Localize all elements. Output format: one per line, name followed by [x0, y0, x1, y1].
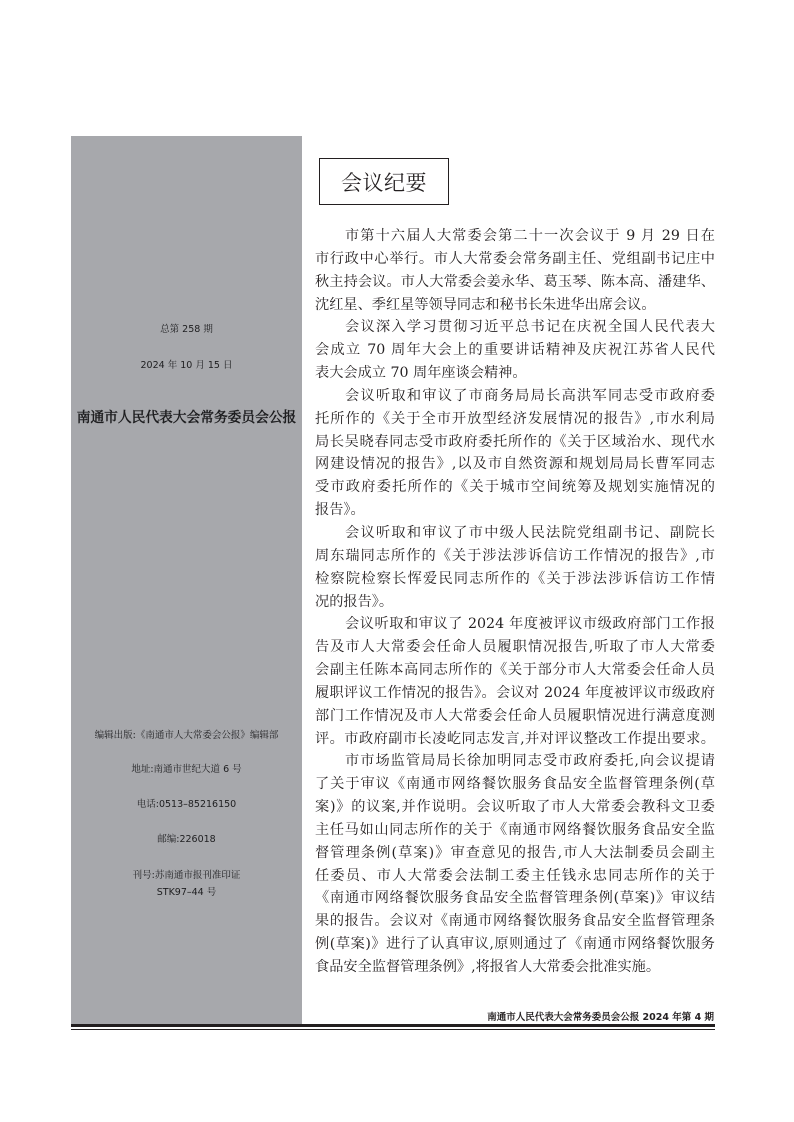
article-body — [315, 225, 715, 979]
article-line: 检察院检察长恽爱民同志所作的《关于涉法涉诉信访工作情 — [315, 570, 715, 587]
article-line: 主任马如山同志所作的关于《南通市网络餐饮服务食品安全监 — [315, 821, 715, 838]
postcode-info: 邮编:226018 — [157, 834, 216, 845]
article-line: 网建设情况的报告》,以及市自然资源和规划局局长曹军同志 — [315, 456, 715, 473]
article-line: 告及市人大常委会任命人员履职情况报告,听取了市人大常委 — [315, 639, 715, 656]
article-line: 会议听取和审议了市中级人民法院党组副书记、副院长 — [345, 524, 715, 541]
article-line: 会成立 70 周年大会上的重要讲话精神及庆祝江苏省人民代 — [315, 342, 715, 359]
publication-title: 南通市人民代表大会常务委员会公报 — [76, 410, 297, 426]
article-line: 部门工作情况及市人大常委会任命人员履职情况进行满意度测 — [315, 707, 715, 724]
article-line: 市行政中心举行。市人大常委会常务副主任、党组副书记庄中 — [315, 250, 715, 267]
article-line: 况的报告》。 — [315, 593, 394, 610]
license-info-line1: 刊号:苏南通市报刊准印证 — [132, 870, 241, 881]
sidebar-panel — [71, 136, 302, 1024]
article-line: 履职评议工作情况的报告》。会议对 2024 年度被评议市级政府 — [315, 684, 715, 701]
article-line: 市市场监管局局长徐加明同志受市政府委托,向会议提请 — [345, 753, 715, 770]
article-line: 会议深入学习贯彻习近平总书记在庆祝全国人民代表大 — [345, 319, 715, 336]
article-line: 评。市政府副市长凌屹同志发言,并对评议整改工作提出要求。 — [315, 730, 715, 747]
address-info: 地址:南通市世纪大道 6 号 — [131, 764, 242, 775]
article-line: 案)》的议案,并作说明。会议听取了市人大常委会教科文卫委 — [315, 799, 715, 816]
article-line: 会议听取和审议了 2024 年度被评议市级政府部门工作报 — [345, 616, 715, 633]
article-line: 局长吴晓春同志受市政府委托所作的《关于区域治水、现代水 — [315, 433, 715, 450]
article-line: 任委员、市人大常委会法制工委主任钱永忠同志所作的关于 — [315, 867, 715, 884]
license-info-line2: STK97–44 号 — [156, 887, 217, 898]
article-line: 了关于审议《南通市网络餐饮服务食品安全监督管理条例(草 — [315, 776, 715, 793]
article-line: 督管理条例(草案)》审查意见的报告,市人大法制委员会副主 — [315, 844, 715, 861]
issue-total: 总第 258 期 — [160, 324, 213, 335]
article-line: 托所作的《关于全市开放型经济发展情况的报告》,市水利局 — [315, 410, 715, 427]
article-line: 秋主持会议。市人大常委会姜永华、葛玉琴、陈本高、潘建华、 — [315, 273, 715, 290]
issue-date: 2024 年 10 月 15 日 — [140, 360, 233, 371]
article-line: 表大会成立 70 周年座谈会精神。 — [315, 365, 527, 382]
footer-rule-thin — [71, 1029, 715, 1030]
section-heading-box — [319, 158, 449, 205]
running-footer: 南通市人民代表大会常务委员会公报 2024 年第 4 期 — [487, 1012, 714, 1023]
editor-info: 编辑出版:《南通市人大常委会公报》编辑部 — [94, 730, 279, 741]
article-line: 例(草案)》进行了认真审议,原则通过了《南通市网络餐饮服务 — [315, 936, 715, 953]
article-line: 市第十六届人大常委会第二十一次会议于 9 月 29 日在 — [345, 228, 715, 244]
article-line: 沈红星、季红星等领导同志和秘书长朱进华出席会议。 — [315, 296, 656, 313]
section-title: 会议纪要 — [341, 170, 427, 195]
article-line: 《南通市网络餐饮服务食品安全监督管理条例(草案)》审议结 — [315, 890, 715, 907]
article-line: 受市政府委托所作的《关于城市空间统筹及规划实施情况的 — [315, 479, 715, 496]
phone-info: 电话:0513–85216150 — [136, 799, 237, 810]
article-line: 果的报告。会议对《南通市网络餐饮服务食品安全监督管理条 — [315, 913, 715, 930]
article-line: 会议听取和审议了市商务局局长高洪军同志受市政府委 — [345, 387, 715, 404]
article-line: 会副主任陈本高同志所作的《关于部分市人大常委会任命人员 — [315, 662, 715, 679]
footer-rule-thick — [71, 1024, 715, 1027]
article-line: 食品安全监督管理条例》,将报省人大常委会批准实施。 — [315, 959, 661, 975]
article-line: 周东瑞同志所作的《关于涉法涉诉信访工作情况的报告》,市 — [315, 547, 715, 564]
article-line: 报告》。 — [315, 502, 365, 519]
